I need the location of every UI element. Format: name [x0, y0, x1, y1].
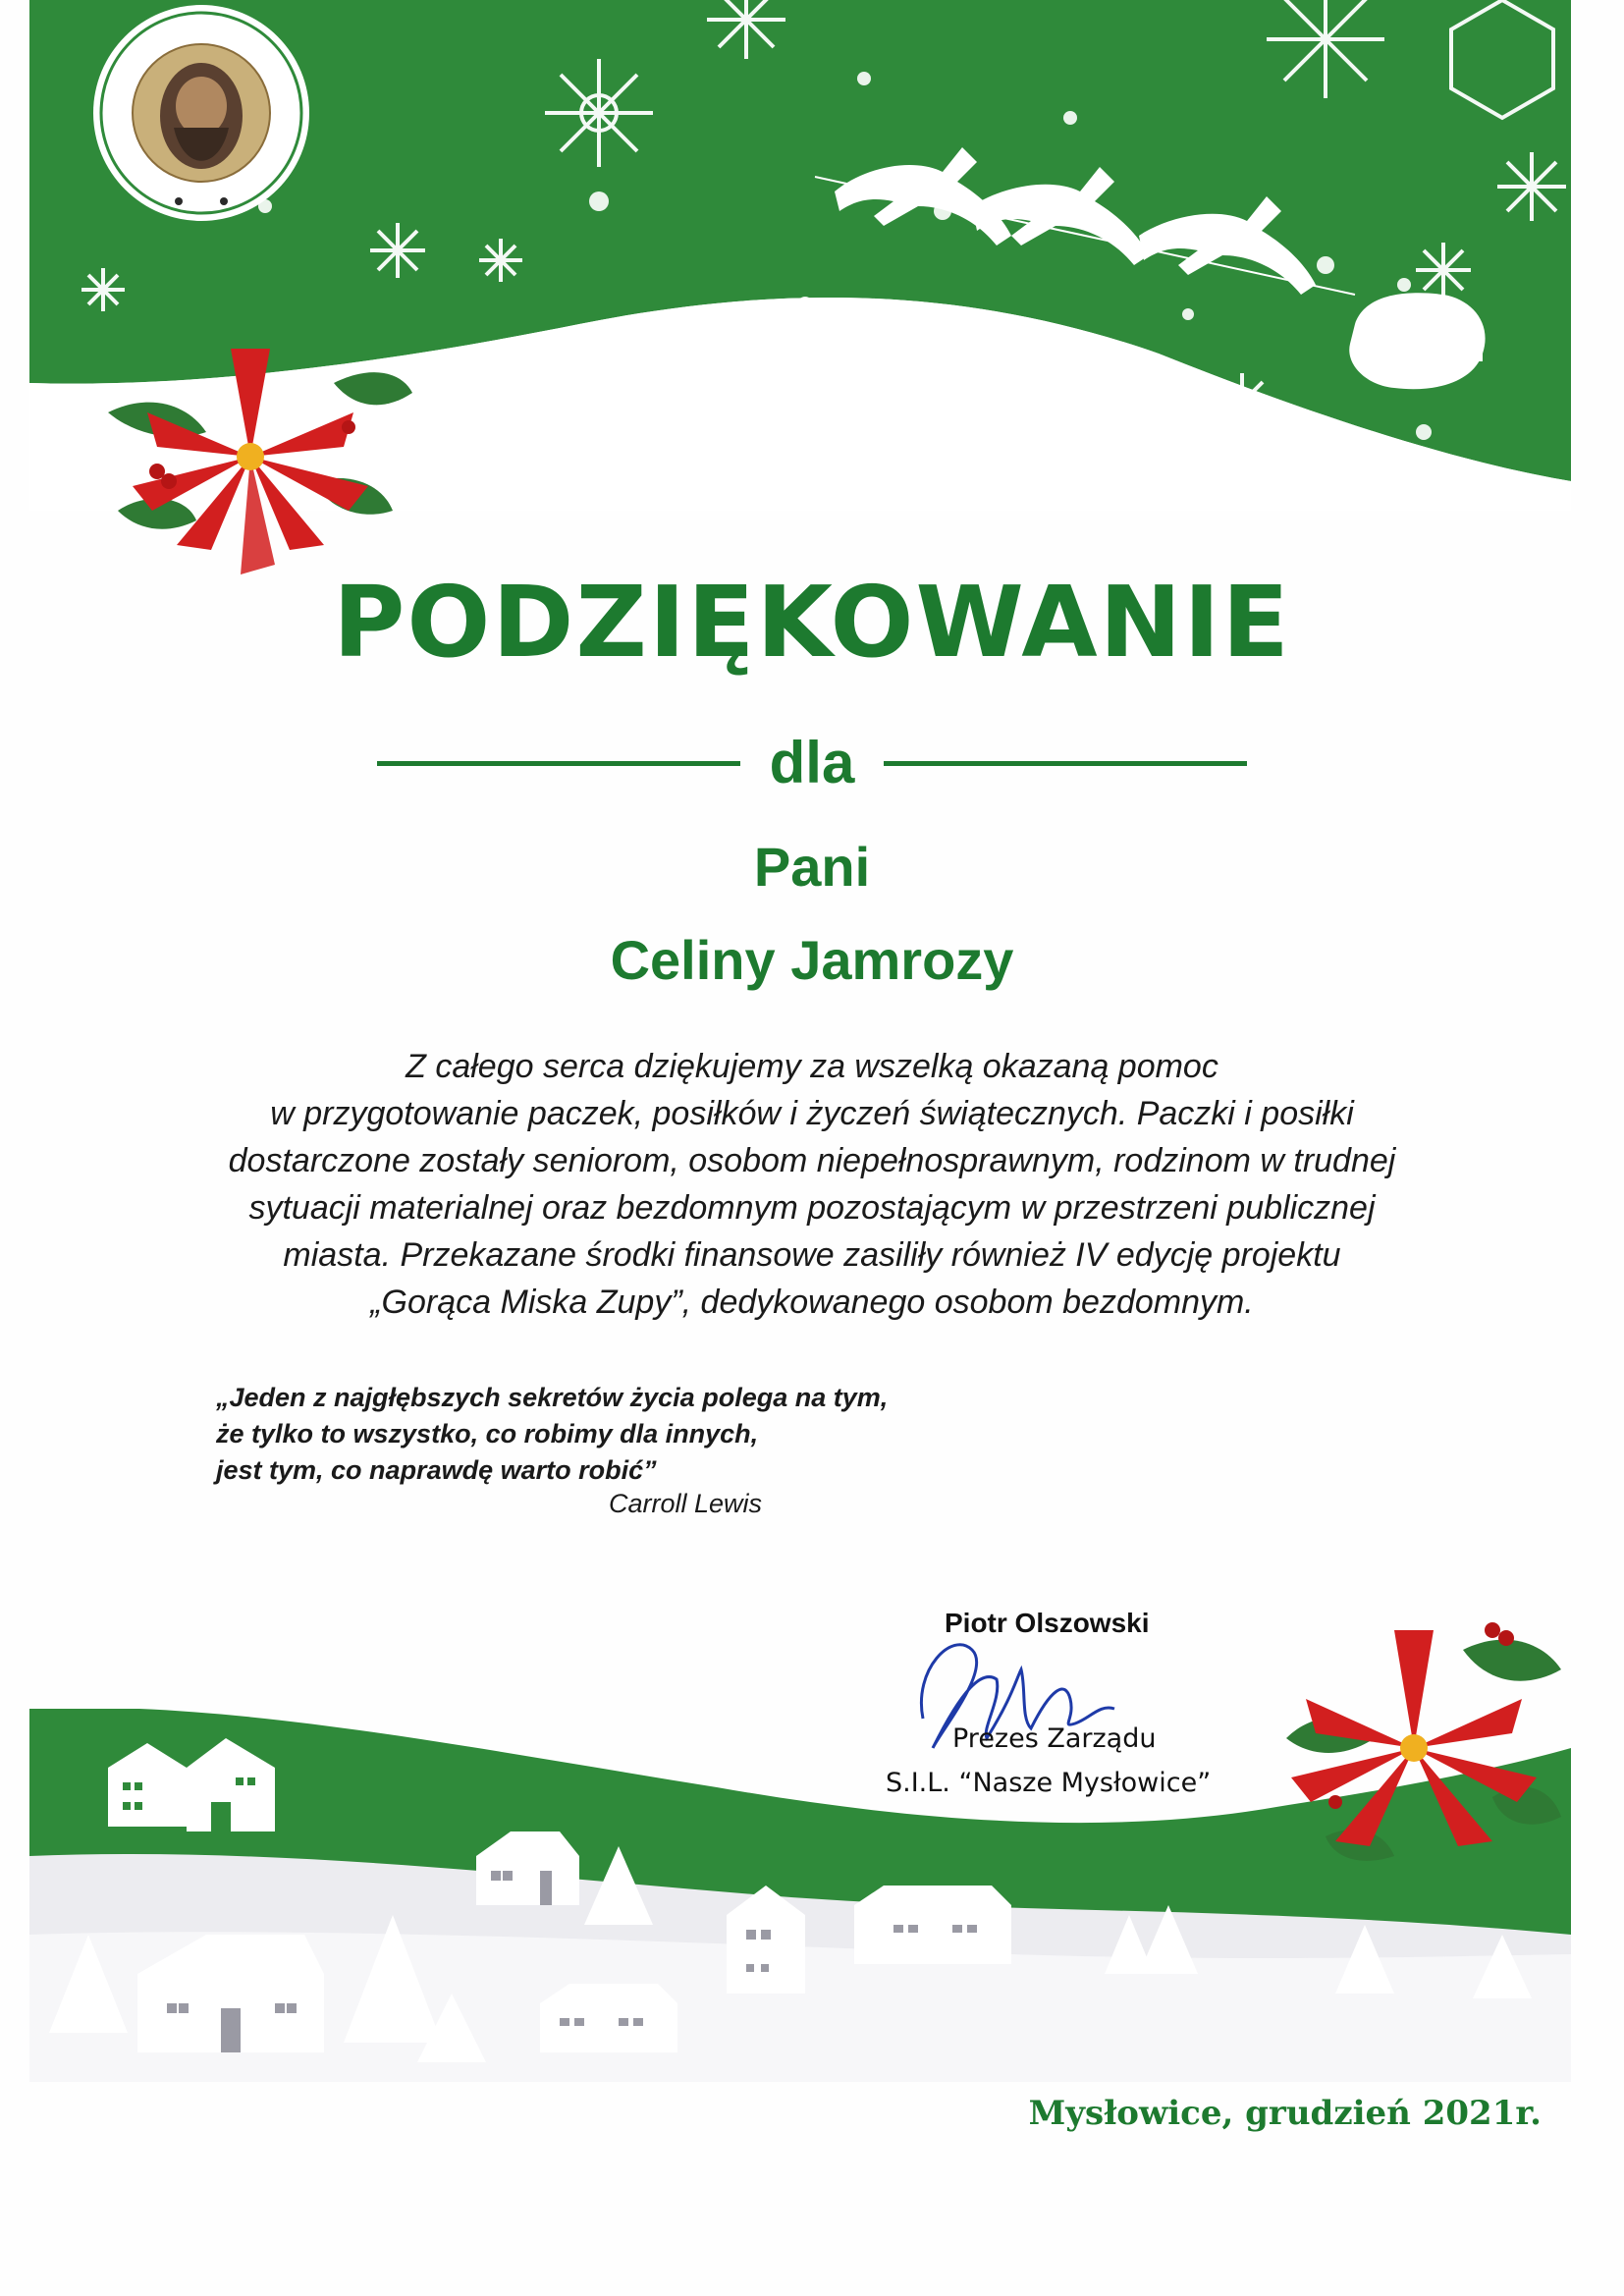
message-line: sytuacji materialnej oraz bezdomnym pozostającym w przestrzeni publicznej	[248, 1189, 1376, 1227]
right-divider	[884, 761, 1247, 766]
dla-label: dla	[769, 730, 855, 795]
message-line: miasta. Przekazane środki finansowe zasiliły również IV edycję projektu	[283, 1236, 1341, 1274]
quote-line: jest tym, co naprawdę warto robić”	[216, 1455, 657, 1485]
place-and-date: Mysłowice, grudzień 2021r.	[1028, 2094, 1542, 2133]
signatory-role: Prezes Zarządu	[952, 1723, 1157, 1754]
organization-logo	[71, 0, 332, 236]
signatory-name: Piotr Olszowski	[945, 1608, 1150, 1638]
message-line: w przygotowanie paczek, posiłków i życzeń świątecznych. Paczki i posiłki	[270, 1095, 1354, 1132]
message-line: Z całego serca dziękujemy za wszelką okazaną pomoc	[406, 1048, 1218, 1085]
left-divider	[377, 761, 740, 766]
message-line: „Gorąca Miska Zupy”, dedykowanego osobom bezdomnym.	[370, 1284, 1254, 1321]
salutation: Pani	[753, 836, 871, 898]
recipient-name: Celiny Jamrozy	[610, 929, 1014, 991]
poinsettia-icon	[88, 324, 412, 579]
poinsettia-icon	[1267, 1591, 1571, 1886]
quote-line: że tylko to wszystko, co robimy dla innych,	[216, 1419, 759, 1449]
quote	[216, 1380, 888, 1489]
signatory-organization: S.I.L. “Nasze Mysłowice”	[886, 1768, 1212, 1798]
thank-you-message	[98, 1043, 1526, 1326]
quote-line: „Jeden z najgłębszych sekretów życia polega na tym,	[216, 1383, 889, 1412]
message-line: dostarczone zostały seniorom, osobom niepełnosprawnym, rodzinom w trudnej	[228, 1142, 1396, 1179]
dla-row	[0, 729, 1624, 797]
quote-author: Carroll Lewis	[609, 1489, 763, 1518]
certificate-title: PODZIĘKOWANIE	[333, 565, 1291, 680]
